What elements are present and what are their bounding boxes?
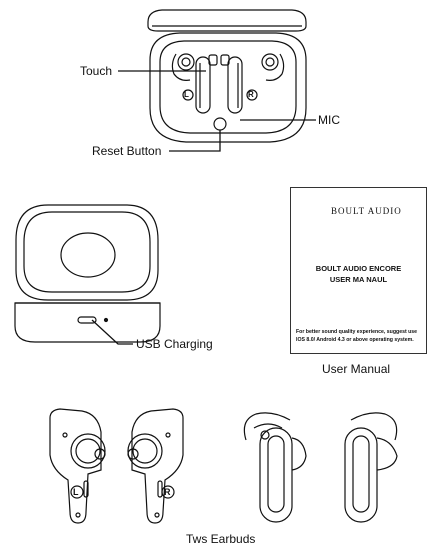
manual-title-line1: BOULT AUDIO ENCORE (315, 264, 402, 273)
earbud-right-inner (128, 409, 183, 523)
manual-title-line2: USER MA NAUL (329, 275, 388, 284)
case-left-mark: L (184, 90, 189, 99)
usb-leader (92, 320, 133, 344)
usb-port (78, 317, 96, 323)
usb-charging-label: USB Charging (136, 337, 213, 351)
earbud-outer-left (244, 413, 306, 522)
reset-button-label: Reset Button (92, 144, 162, 158)
case-right-mark: R (248, 90, 254, 99)
manual-brand-name: BOULT AUDIO (331, 206, 402, 216)
earbud-views (50, 409, 397, 523)
right-earbud-mark: R (164, 487, 171, 497)
mic-label: MIC (318, 113, 340, 127)
earbud-left-inner (50, 409, 105, 523)
manual-fine-print-line1: For better sound quality experience, suggest use (296, 329, 418, 335)
touch-label: Touch (80, 64, 113, 78)
closed-case-illustration (15, 205, 160, 342)
user-manual-label: User Manual (322, 362, 391, 376)
manual-fine-print-line2: IOS 8.0/ Android 4.3 or above operating system. (296, 337, 414, 343)
left-earbud-mark: L (73, 487, 79, 497)
open-case-illustration (148, 10, 306, 142)
earbud-outer-right (345, 413, 397, 522)
tws-earbuds-label: Tws Earbuds (186, 532, 256, 546)
